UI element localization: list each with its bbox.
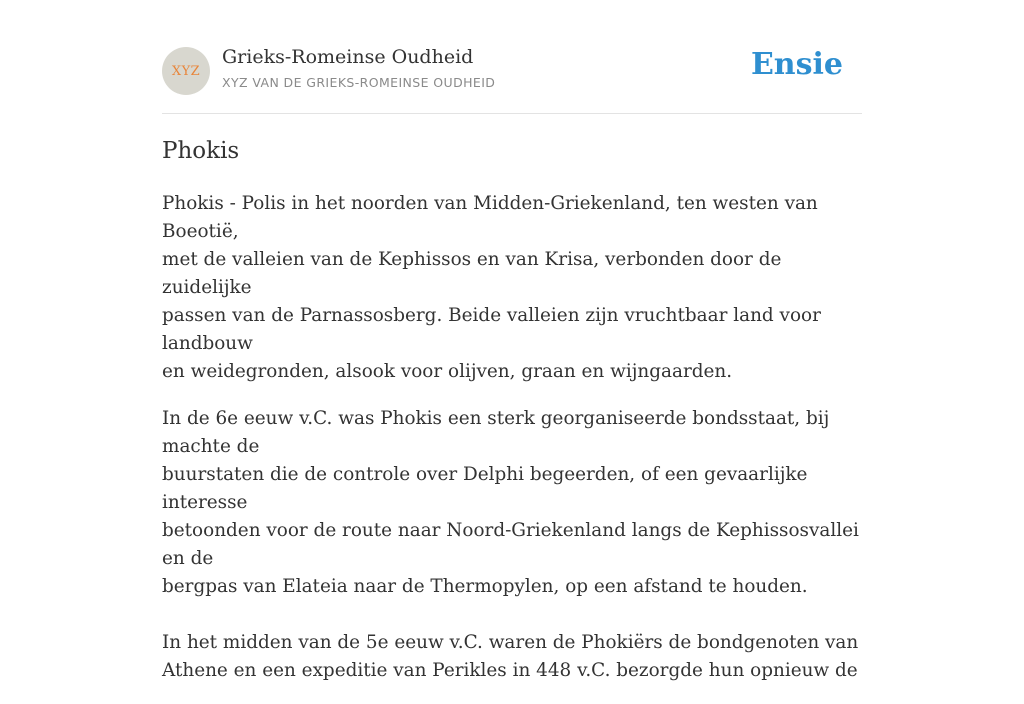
page-container (162, 0, 862, 681)
entry-paragraph: Phokis - Polis in het noorden van Midden-Griekenland, ten westen van Boeotië, met de valleien van de Kephissos en van Krisa, verbonden door de zuidelijke passen van de Parnassosberg. Beide valleien zijn vruchtbaar land voor landbouw en weidegronden, alsook voor olijven, graan en wijngaarden. (162, 193, 821, 382)
entry-paragraph: In het midden van de 5e eeuw v.C. waren de Phokiërs de bondgenoten van Athene en een expeditie van Perikles in 448 v.C. bezorgde hun opnieuw de (162, 632, 859, 681)
book-title[interactable]: Grieks-Romeinse Oudheid (222, 46, 474, 68)
brand-logo[interactable]: Ensie (750, 47, 843, 82)
entry-body (162, 190, 862, 704)
entry-paragraph: In de 6e eeuw v.C. was Phokis een sterk georganiseerde bondsstaat, bij machte de buurstaten die de controle over Delphi begeerden, of een gevaarlijke interesse betoonden voor de route naar Noord-Griekenland langs de Kephissosvallei en de bergpas van Elateia naar de Thermopylen, op een afstand te houden. (162, 408, 859, 597)
avatar-text: XYZ (171, 63, 201, 79)
avatar[interactable] (162, 47, 210, 95)
header (162, 0, 862, 114)
book-subtitle: XYZ VAN DE GRIEKS-ROMEINSE OUDHEID (222, 75, 496, 90)
entry-title: Phokis (162, 138, 240, 164)
